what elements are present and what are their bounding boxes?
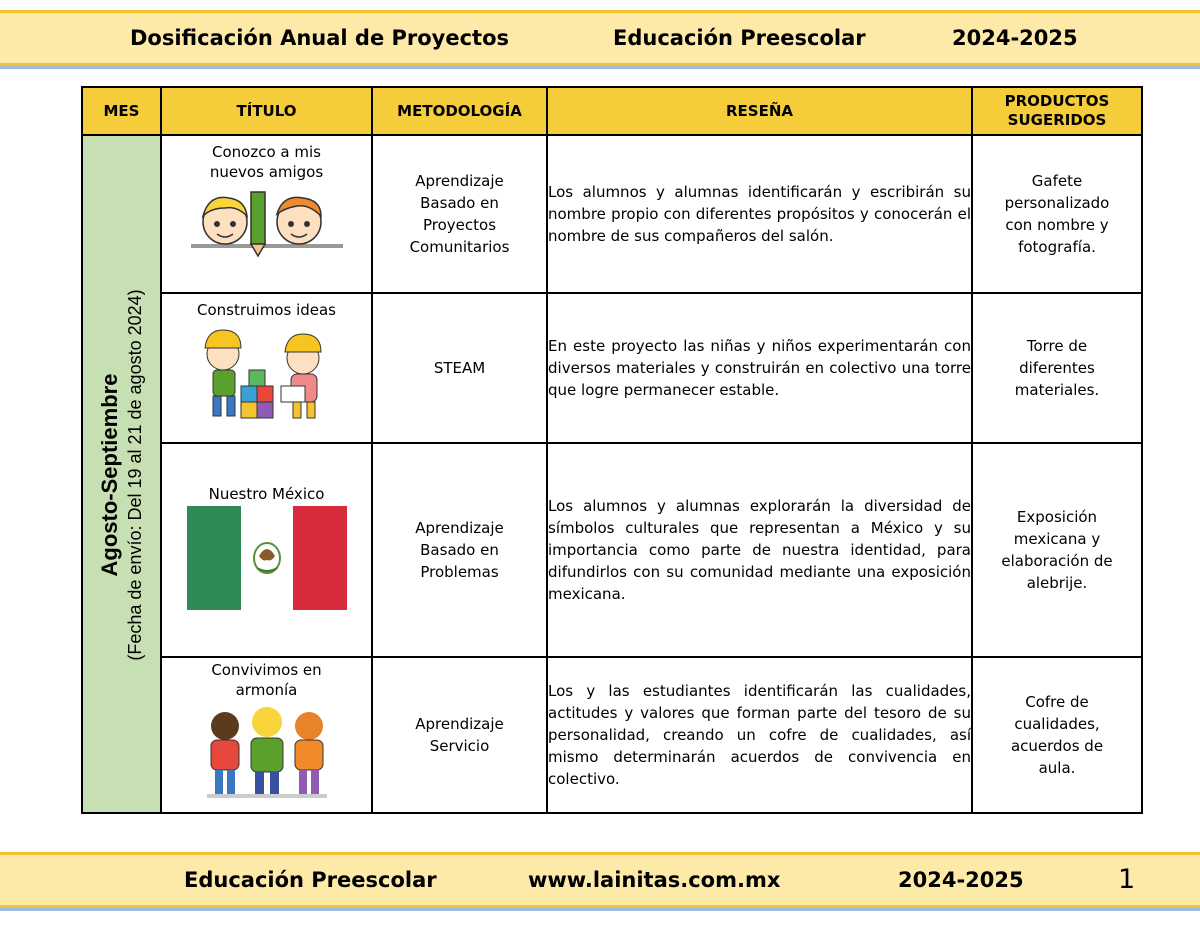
column-header-productos: PRODUCTOS SUGERIDOS [972,87,1142,135]
footer-band [0,852,1200,908]
footer-level: Educación Preescolar [184,868,437,892]
header-cycle: 2024-2025 [952,26,1078,50]
document-title: Dosificación Anual de Proyectos [130,26,510,50]
footer-cycle: 2024-2025 [898,868,1024,892]
project-title: Nuestro México [208,485,325,503]
page-number: 1 [1118,864,1136,895]
table-row [82,135,1142,293]
project-title: Convivimos en armonía [211,661,322,699]
header-level: Educación Preescolar [613,26,866,50]
kids-walking-icon [187,700,347,804]
summary-cell: En este proyecto las niñas y niños experimentarán con diversos materiales y construirán en colectivo una torre que logre permanecer estable. [547,293,972,443]
mexico-flag-icon [187,506,347,610]
kids-with-pencil-icon [187,186,347,258]
projects-table [81,86,1143,814]
month-date-note: (Fecha de envío: Del 19 al 21 de agosto 2024) [125,289,145,661]
products-cell: Gafete personalizado con nombre y fotografía. [972,135,1142,293]
products-cell: Torre de diferentes materiales. [972,293,1142,443]
month-name: Agosto-Septiembre [97,373,122,577]
table-row [82,657,1142,813]
column-header-resena: RESEÑA [547,87,972,135]
month-vertical-label [97,135,147,815]
table-row [82,293,1142,443]
column-header-mes: MES [82,87,161,135]
summary-cell: Los y las estudiantes identificarán las cualidades, actitudes y valores que forman parte del tesoro de su personalidad, creando un cofre de cualidades, así mismo determinarán acuerdos de convivencia en colectivo. [547,657,972,813]
project-title-cell [161,443,372,657]
table-header-row [82,87,1142,135]
project-title-cell [161,135,372,293]
footer-website-link[interactable]: www.lainitas.com.mx [528,868,781,892]
methodology-cell: Aprendizaje Basado en Proyectos Comunitarios [372,135,547,293]
project-title: Construimos ideas [197,301,336,319]
project-title: Conozco a mis nuevos amigos [209,143,324,181]
project-title-cell [161,657,372,813]
header-band [0,10,1200,66]
column-header-titulo: TÍTULO [161,87,372,135]
project-title-cell [161,293,372,443]
month-cell [82,135,161,813]
products-cell: Exposición mexicana y elaboración de alebrije. [972,443,1142,657]
kids-building-blocks-icon [197,324,337,424]
column-header-metodologia: METODOLOGÍA [372,87,547,135]
summary-cell: Los alumnos y alumnas explorarán la diversidad de símbolos culturales que representan a México y su importancia como parte de nuestra identidad, para difundirlos con su comunidad mediante una exposición mexicana. [547,443,972,657]
products-cell: Cofre de cualidades, acuerdos de aula. [972,657,1142,813]
methodology-cell: Aprendizaje Servicio [372,657,547,813]
methodology-cell: Aprendizaje Basado en Problemas [372,443,547,657]
methodology-cell: STEAM [372,293,547,443]
summary-cell: Los alumnos y alumnas identificarán y escribirán su nombre propio con diferentes propósitos y conocerán el nombre de sus compañeros del salón. [547,135,972,293]
table-row [82,443,1142,657]
